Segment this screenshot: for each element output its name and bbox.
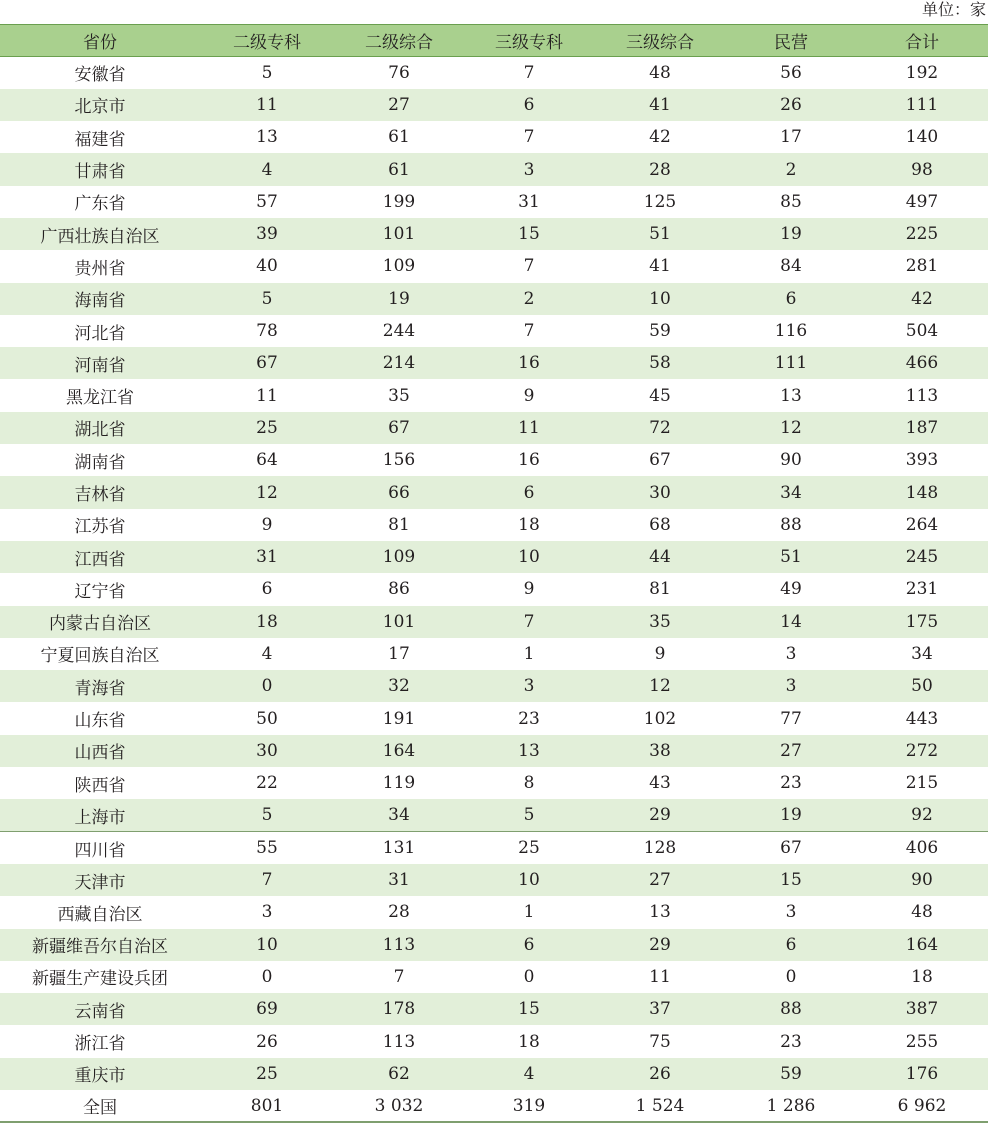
cell-tertiary-general: 35 — [649, 611, 671, 632]
table-row — [0, 218, 988, 250]
cell-secondary-specialty: 67 — [256, 353, 278, 374]
hospital-count-table — [0, 24, 988, 1123]
cell-tertiary-specialty: 6 — [523, 94, 535, 115]
cell-total: 34 — [911, 643, 933, 664]
cell-province: 山东省 — [74, 711, 126, 732]
cell-tertiary-specialty: 6 — [523, 934, 535, 955]
table-row — [0, 638, 988, 670]
cell-province: 新疆生产建设兵团 — [32, 969, 168, 990]
cell-secondary-specialty: 5 — [261, 62, 273, 83]
table-row — [0, 702, 988, 734]
cell-province: 青海省 — [74, 678, 126, 699]
table-row — [0, 186, 988, 218]
cell-private: 27 — [780, 740, 802, 761]
cell-secondary-general: 156 — [382, 450, 416, 471]
cell-secondary-specialty: 13 — [256, 127, 278, 148]
cell-secondary-specialty: 11 — [256, 94, 278, 115]
cell-province: 黑龙江省 — [66, 388, 134, 409]
cell-secondary-specialty: 25 — [256, 1063, 278, 1084]
cell-total: 90 — [911, 870, 933, 891]
cell-province: 上海市 — [74, 807, 126, 828]
cell-secondary-specialty: 26 — [256, 1031, 278, 1052]
cell-secondary-general: 3 032 — [334, 1090, 464, 1122]
cell-tertiary-general: 28 — [649, 159, 671, 180]
cell-tertiary-specialty: 7 — [523, 62, 535, 83]
cell-secondary-general: 61 — [388, 127, 410, 148]
cell-tertiary-specialty: 31 — [518, 191, 540, 212]
cell-total: 215 — [905, 773, 939, 794]
cell-secondary-general: 62 — [388, 1063, 410, 1084]
table-row — [0, 89, 988, 121]
table-header-row — [0, 25, 988, 57]
cell-tertiary-general: 51 — [649, 224, 671, 245]
cell-province: 江苏省 — [74, 517, 126, 538]
cell-secondary-general: 113 — [382, 934, 416, 955]
cell-tertiary-specialty: 9 — [523, 385, 535, 406]
cell-secondary-specialty: 31 — [256, 547, 278, 568]
cell-secondary-specialty: 64 — [256, 450, 278, 471]
cell-province: 甘肃省 — [74, 162, 126, 183]
cell-total: 92 — [911, 805, 933, 826]
cell-province: 四川省 — [0, 832, 200, 864]
cell-total: 387 — [905, 999, 939, 1020]
cell-tertiary-specialty: 10 — [518, 547, 540, 568]
cell-secondary-general: 81 — [388, 514, 410, 535]
cell-secondary-general: 17 — [388, 643, 410, 664]
table-row — [0, 767, 988, 799]
cell-private: 85 — [780, 191, 802, 212]
cell-total: 443 — [905, 708, 939, 729]
cell-secondary-specialty: 0 — [261, 966, 273, 987]
table-row — [0, 57, 988, 89]
cell-secondary-specialty: 12 — [256, 482, 278, 503]
cell-secondary-specialty: 55 — [200, 832, 334, 864]
table-row — [0, 832, 988, 864]
cell-total: 176 — [905, 1063, 939, 1084]
cell-total: 245 — [905, 547, 939, 568]
cell-tertiary-specialty: 10 — [518, 870, 540, 891]
cell-tertiary-specialty: 7 — [523, 611, 535, 632]
cell-tertiary-specialty: 11 — [518, 417, 540, 438]
cell-tertiary-specialty: 25 — [464, 832, 594, 864]
table-row — [0, 121, 988, 153]
cell-private: 26 — [780, 94, 802, 115]
cell-tertiary-general: 48 — [649, 62, 671, 83]
cell-province: 山西省 — [74, 743, 126, 764]
cell-tertiary-general: 128 — [594, 832, 726, 864]
cell-province: 福建省 — [74, 129, 126, 150]
cell-secondary-general: 244 — [382, 321, 416, 342]
cell-secondary-general: 32 — [388, 676, 410, 697]
cell-tertiary-specialty: 16 — [518, 450, 540, 471]
cell-private: 0 — [785, 966, 797, 987]
cell-tertiary-general: 13 — [649, 902, 671, 923]
cell-secondary-general: 19 — [388, 288, 410, 309]
cell-province: 宁夏回族自治区 — [40, 646, 160, 667]
cell-province: 湖北省 — [74, 420, 126, 441]
cell-tertiary-specialty: 6 — [523, 482, 535, 503]
table-row — [0, 153, 988, 185]
cell-tertiary-specialty: 2 — [523, 288, 535, 309]
cell-total: 175 — [905, 611, 939, 632]
cell-tertiary-general: 29 — [649, 934, 671, 955]
cell-tertiary-specialty: 16 — [518, 353, 540, 374]
header-tertiary-general: 三级综合 — [594, 25, 726, 57]
cell-tertiary-specialty: 3 — [523, 676, 535, 697]
cell-private: 1 286 — [726, 1090, 856, 1122]
cell-private: 111 — [774, 353, 808, 374]
table-row — [0, 283, 988, 315]
cell-province: 广东省 — [74, 194, 126, 215]
cell-private: 23 — [780, 773, 802, 794]
cell-secondary-specialty: 50 — [256, 708, 278, 729]
cell-tertiary-specialty: 5 — [523, 805, 535, 826]
cell-tertiary-specialty: 319 — [464, 1090, 594, 1122]
cell-private: 67 — [726, 832, 856, 864]
header-tertiary-specialty: 三级专科 — [464, 25, 594, 57]
cell-secondary-specialty: 7 — [261, 870, 273, 891]
cell-private: 88 — [780, 514, 802, 535]
cell-secondary-general: 66 — [388, 482, 410, 503]
cell-secondary-specialty: 39 — [256, 224, 278, 245]
cell-tertiary-general: 72 — [649, 417, 671, 438]
cell-tertiary-general: 58 — [649, 353, 671, 374]
cell-tertiary-specialty: 1 — [523, 643, 535, 664]
cell-private: 23 — [780, 1031, 802, 1052]
cell-tertiary-specialty: 18 — [518, 514, 540, 535]
cell-total: 225 — [905, 224, 939, 245]
cell-secondary-general: 31 — [388, 870, 410, 891]
table-row — [0, 573, 988, 605]
table-row — [0, 476, 988, 508]
cell-private: 77 — [780, 708, 802, 729]
cell-province: 陕西省 — [74, 775, 126, 796]
cell-tertiary-general: 38 — [649, 740, 671, 761]
cell-private: 6 — [785, 288, 797, 309]
cell-private: 19 — [780, 224, 802, 245]
cell-tertiary-specialty: 18 — [518, 1031, 540, 1052]
cell-total: 272 — [905, 740, 939, 761]
table-row — [0, 896, 988, 928]
cell-private: 49 — [780, 579, 802, 600]
cell-tertiary-specialty: 13 — [518, 740, 540, 761]
cell-tertiary-general: 29 — [649, 805, 671, 826]
table-row — [0, 1025, 988, 1057]
table-row — [0, 961, 988, 993]
cell-province: 辽宁省 — [74, 581, 126, 602]
cell-private: 3 — [785, 902, 797, 923]
cell-secondary-specialty: 9 — [261, 514, 273, 535]
cell-total: 504 — [905, 321, 939, 342]
table-row — [0, 315, 988, 347]
cell-tertiary-specialty: 8 — [523, 773, 535, 794]
cell-secondary-specialty: 5 — [261, 805, 273, 826]
cell-province: 贵州省 — [74, 258, 126, 279]
table-row — [0, 444, 988, 476]
cell-total: 48 — [911, 902, 933, 923]
cell-province: 北京市 — [74, 97, 126, 118]
cell-total: 50 — [911, 676, 933, 697]
cell-secondary-specialty: 4 — [261, 159, 273, 180]
cell-private: 17 — [780, 127, 802, 148]
cell-secondary-specialty: 18 — [256, 611, 278, 632]
table-row — [0, 735, 988, 767]
cell-private: 2 — [785, 159, 797, 180]
cell-private: 3 — [785, 676, 797, 697]
cell-total: 111 — [905, 94, 939, 115]
cell-tertiary-general: 26 — [649, 1063, 671, 1084]
cell-total: 140 — [905, 127, 939, 148]
cell-secondary-general: 34 — [388, 805, 410, 826]
cell-tertiary-general: 41 — [649, 94, 671, 115]
cell-secondary-general: 164 — [382, 740, 416, 761]
cell-province: 江西省 — [74, 549, 126, 570]
cell-private: 90 — [780, 450, 802, 471]
cell-secondary-general: 214 — [382, 353, 416, 374]
cell-total: 18 — [911, 966, 933, 987]
cell-total: 264 — [905, 514, 939, 535]
cell-total: 466 — [905, 353, 939, 374]
table-row — [0, 250, 988, 282]
cell-tertiary-specialty: 23 — [518, 708, 540, 729]
cell-secondary-general: 101 — [382, 611, 416, 632]
cell-private: 59 — [780, 1063, 802, 1084]
cell-secondary-general: 178 — [382, 999, 416, 1020]
table-row — [0, 606, 988, 638]
cell-private: 51 — [780, 547, 802, 568]
cell-private: 19 — [780, 805, 802, 826]
header-total: 合计 — [856, 25, 988, 57]
cell-province: 广西壮族自治区 — [40, 226, 160, 247]
cell-tertiary-specialty: 3 — [523, 159, 535, 180]
cell-private: 6 — [785, 934, 797, 955]
cell-secondary-general: 7 — [393, 966, 405, 987]
cell-private: 34 — [780, 482, 802, 503]
table-row — [0, 799, 988, 831]
cell-secondary-specialty: 78 — [256, 321, 278, 342]
cell-tertiary-general: 67 — [649, 450, 671, 471]
cell-tertiary-specialty: 7 — [523, 256, 535, 277]
cell-secondary-specialty: 10 — [256, 934, 278, 955]
cell-total: 393 — [905, 450, 939, 471]
cell-secondary-specialty: 4 — [261, 643, 273, 664]
cell-tertiary-specialty: 1 — [523, 902, 535, 923]
cell-secondary-general: 109 — [382, 547, 416, 568]
table-row — [0, 929, 988, 961]
cell-total: 113 — [905, 385, 939, 406]
cell-private: 116 — [774, 321, 808, 342]
cell-total: 231 — [905, 579, 939, 600]
cell-secondary-general: 86 — [388, 579, 410, 600]
cell-tertiary-specialty: 9 — [523, 579, 535, 600]
cell-secondary-general: 67 — [388, 417, 410, 438]
cell-secondary-general: 35 — [388, 385, 410, 406]
cell-secondary-general: 113 — [382, 1031, 416, 1052]
table-row — [0, 509, 988, 541]
cell-total: 187 — [905, 417, 939, 438]
table-body — [0, 57, 988, 1123]
cell-tertiary-general: 75 — [649, 1031, 671, 1052]
cell-private: 12 — [780, 417, 802, 438]
cell-province: 全国 — [0, 1090, 200, 1122]
cell-private: 56 — [780, 62, 802, 83]
cell-province: 天津市 — [74, 872, 126, 893]
cell-total: 281 — [905, 256, 939, 277]
cell-private: 3 — [785, 643, 797, 664]
cell-secondary-specialty: 0 — [261, 676, 273, 697]
cell-secondary-specialty: 25 — [256, 417, 278, 438]
table-row — [0, 1058, 988, 1090]
cell-secondary-general: 119 — [382, 773, 416, 794]
header-secondary-specialty: 二级专科 — [200, 25, 334, 57]
cell-total: 148 — [905, 482, 939, 503]
cell-secondary-general: 191 — [382, 708, 416, 729]
cell-secondary-general: 199 — [382, 191, 416, 212]
cell-tertiary-general: 44 — [649, 547, 671, 568]
cell-tertiary-general: 27 — [649, 870, 671, 891]
cell-secondary-specialty: 11 — [256, 385, 278, 406]
cell-tertiary-specialty: 15 — [518, 999, 540, 1020]
cell-province: 海南省 — [74, 291, 126, 312]
cell-tertiary-general: 42 — [649, 127, 671, 148]
cell-total: 42 — [911, 288, 933, 309]
cell-tertiary-general: 43 — [649, 773, 671, 794]
cell-secondary-general: 101 — [382, 224, 416, 245]
header-private: 民营 — [726, 25, 856, 57]
cell-tertiary-general: 12 — [649, 676, 671, 697]
cell-private: 88 — [780, 999, 802, 1020]
cell-secondary-general: 28 — [388, 902, 410, 923]
table-row — [0, 412, 988, 444]
cell-secondary-specialty: 6 — [261, 579, 273, 600]
cell-province: 重庆市 — [74, 1066, 126, 1087]
cell-province: 河南省 — [74, 355, 126, 376]
cell-tertiary-specialty: 4 — [523, 1063, 535, 1084]
cell-province: 河北省 — [74, 323, 126, 344]
cell-tertiary-general: 81 — [649, 579, 671, 600]
cell-secondary-specialty: 5 — [261, 288, 273, 309]
cell-tertiary-general: 1 524 — [594, 1090, 726, 1122]
table-row — [0, 347, 988, 379]
cell-tertiary-general: 45 — [649, 385, 671, 406]
cell-tertiary-specialty: 0 — [523, 966, 535, 987]
cell-secondary-general: 76 — [388, 62, 410, 83]
cell-secondary-specialty: 3 — [261, 902, 273, 923]
cell-secondary-specialty: 801 — [200, 1090, 334, 1122]
cell-total: 164 — [905, 934, 939, 955]
unit-label: 单位：家 — [921, 0, 986, 19]
cell-secondary-specialty: 69 — [256, 999, 278, 1020]
cell-tertiary-general: 9 — [654, 643, 666, 664]
cell-tertiary-general: 30 — [649, 482, 671, 503]
cell-province: 吉林省 — [74, 485, 126, 505]
cell-province: 云南省 — [74, 1001, 126, 1022]
table-row — [0, 993, 988, 1025]
cell-tertiary-general: 102 — [643, 708, 677, 729]
cell-tertiary-general: 125 — [643, 191, 677, 212]
cell-total: 406 — [856, 832, 988, 864]
header-province: 省份 — [0, 25, 200, 57]
cell-province: 湖南省 — [74, 452, 126, 473]
cell-tertiary-general: 11 — [649, 966, 671, 987]
cell-secondary-specialty: 30 — [256, 740, 278, 761]
cell-secondary-specialty: 57 — [256, 191, 278, 212]
cell-tertiary-general: 10 — [649, 288, 671, 309]
cell-secondary-general: 109 — [382, 256, 416, 277]
cell-tertiary-general: 59 — [649, 321, 671, 342]
cell-total: 98 — [911, 159, 933, 180]
table-row — [0, 379, 988, 411]
cell-secondary-general: 61 — [388, 159, 410, 180]
table-row — [0, 864, 988, 896]
table-row — [0, 670, 988, 702]
cell-total: 497 — [905, 191, 939, 212]
header-secondary-general: 二级综合 — [334, 25, 464, 57]
cell-secondary-specialty: 22 — [256, 773, 278, 794]
cell-private: 14 — [780, 611, 802, 632]
cell-tertiary-specialty: 15 — [518, 224, 540, 245]
table-total-row — [0, 1090, 988, 1122]
table-row — [0, 541, 988, 573]
cell-province: 安徽省 — [74, 65, 126, 86]
cell-tertiary-specialty: 7 — [523, 321, 535, 342]
cell-private: 13 — [780, 385, 802, 406]
cell-tertiary-general: 37 — [649, 999, 671, 1020]
cell-secondary-general: 27 — [388, 94, 410, 115]
cell-province: 西藏自治区 — [57, 904, 143, 925]
cell-total: 255 — [905, 1031, 939, 1052]
cell-total: 6 962 — [856, 1090, 988, 1122]
cell-tertiary-specialty: 7 — [523, 127, 535, 148]
cell-private: 15 — [780, 870, 802, 891]
cell-private: 84 — [780, 256, 802, 277]
cell-secondary-general: 131 — [334, 832, 464, 864]
cell-province: 浙江省 — [74, 1034, 126, 1055]
cell-province: 内蒙古自治区 — [49, 614, 151, 635]
cell-total: 192 — [905, 62, 939, 83]
cell-tertiary-general: 41 — [649, 256, 671, 277]
cell-province: 新疆维吾尔自治区 — [32, 937, 168, 958]
cell-secondary-specialty: 40 — [256, 256, 278, 277]
cell-tertiary-general: 68 — [649, 514, 671, 535]
